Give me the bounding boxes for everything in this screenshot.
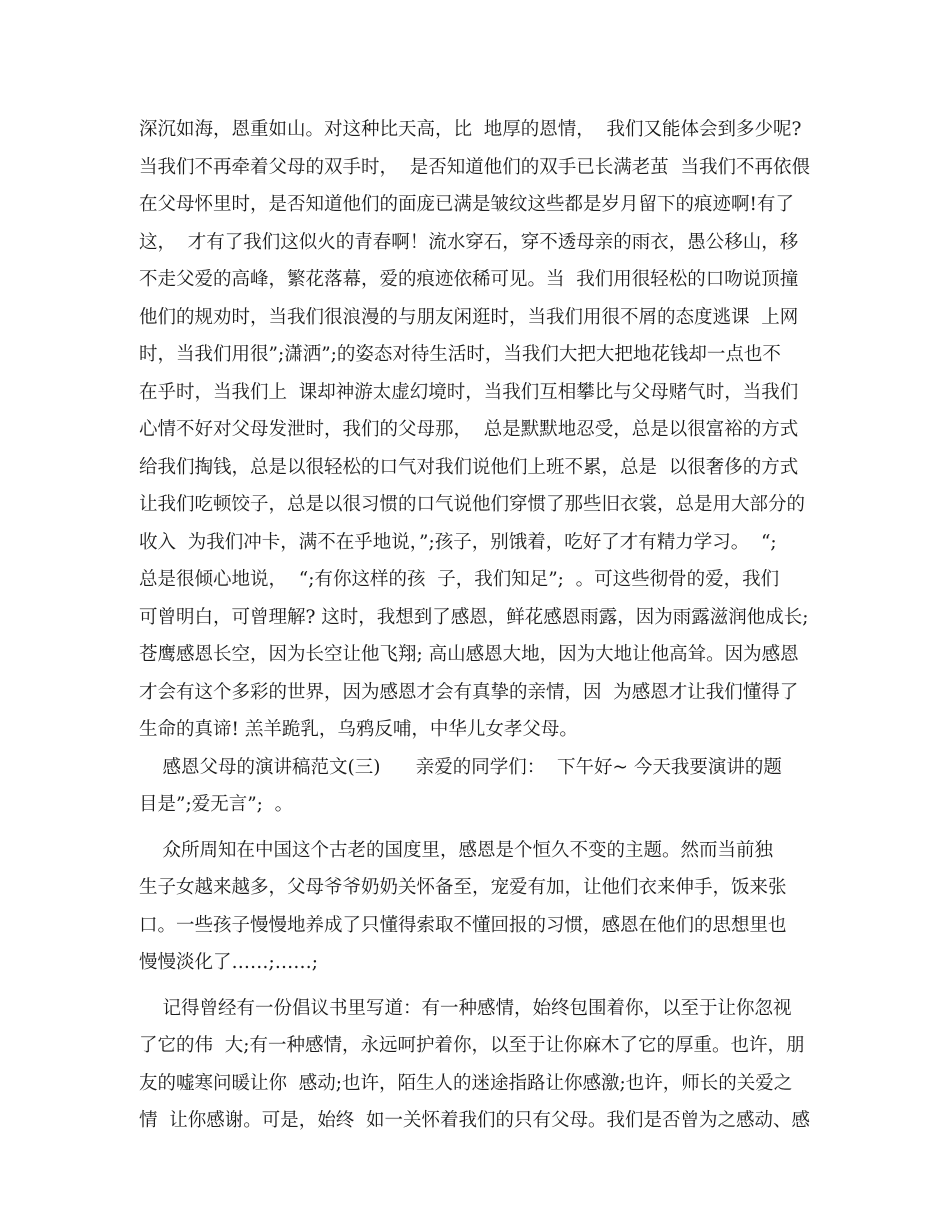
text-line: 才会有这个多彩的世界，因为感恩才会有真挚的亲情，因 为感恩才让我们懂得了 (139, 681, 799, 703)
paragraph-gap (139, 824, 819, 832)
text-line: 记得曾经有一份倡议书里写道：有一种感情，始终包围着你，以至于让你忽视 (139, 997, 792, 1019)
text-line: 目是”;爱无言”; 。 (139, 794, 294, 815)
text-line: 当我们不再牵着父母的双手时， 是否知道他们的双手已长满老茧 当我们不再依偎 (139, 156, 811, 178)
paragraph-1 (139, 111, 819, 749)
text-line: 心情不好对父母发泄时，我们的父母那， 总是默默地忍受，总是以很富裕的方式 (139, 419, 799, 440)
text-line: 可曾明白，可曾理解? 这时，我想到了感恩，鲜花感恩雨露，因为雨露滋润他成长; (139, 606, 809, 628)
text-line: 让我们吃顿饺子，总是以很习惯的口气说他们穿惯了那些旧衣裳，总是用大部分的 (139, 494, 806, 515)
text-line: 总是很倾心地说， “;有你这样的孩 子，我们知足”; 。可这些彻骨的爱，我们 (139, 569, 780, 590)
text-line: 友的嘘寒问暖让你 感动;也许，陌生人的迷途指路让你感激;也许，师长的关爱之 (139, 1072, 793, 1094)
text-line: 口。一些孩子慢慢地养成了只懂得索取不懂回报的习惯，感恩在他们的思想里也 (139, 914, 787, 936)
text-line: 苍鹰感恩长空，因为长空让他飞翔; 高山感恩大地，因为大地让他高耸。因为感恩 (139, 644, 799, 665)
paragraph-gap (139, 982, 819, 990)
text-line: 他们的规劝时，当我们很浪漫的与朋友闲逛时，当我们用很不屑的态度逃课 上网 (139, 306, 799, 328)
text-line: 慢慢淡化了……;……; (139, 952, 318, 973)
text-line: 感恩父母的演讲稿范文(三) 亲爱的同学们： 下午好~ 今天我要演讲的题 (139, 756, 782, 778)
text-line: 情 让你感谢。可是，始终 如一关怀着我们的只有父母。我们是否曾为之感动、感 (139, 1110, 811, 1131)
paragraph-4 (139, 990, 819, 1140)
text-line: 不走父爱的高峰，繁花落幕，爱的痕迹依稀可见。当 我们用很轻松的口吻说顶撞 (139, 269, 799, 290)
paragraph-2 (139, 749, 819, 824)
text-line: 了它的伟 大;有一种感情，永远呵护着你，以至于让你麻木了它的厚重。也许，朋 (139, 1035, 805, 1056)
text-line: 在乎时，当我们上 课却神游太虚幻境时，当我们互相攀比与父母赌气时，当我们 (139, 381, 799, 403)
text-line: 给我们掏钱，总是以很轻松的口气对我们说他们上班不累，总是 以很奢侈的方式 (139, 456, 799, 478)
text-line: 时，当我们用很”;潇洒”;的姿态对待生活时，当我们大把大把地花钱却一点也不 (139, 344, 781, 365)
body-text (139, 111, 819, 1140)
text-line: 生命的真谛! 羔羊跪乳，乌鸦反哺，中华儿女孝父母。 (139, 719, 578, 740)
paragraph-3 (139, 832, 819, 982)
text-line: 众所周知在中国这个古老的国度里，感恩是个恒久不变的主题。然而当前独 (139, 839, 774, 861)
text-line: 在父母怀里时，是否知道他们的面庞已满是皱纹这些都是岁月留下的痕迹啊!有了 (139, 194, 794, 215)
text-line: 生子女越来越多，父母爷爷奶奶关怀备至，宠爱有加，让他们衣来伸手，饭来张 (139, 877, 787, 898)
text-line: 深沉如海，恩重如山。对这种比天高，比 地厚的恩情， 我们又能体会到多少呢? (139, 119, 802, 140)
text-line: 这， 才有了我们这似火的青春啊！流水穿石，穿不透母亲的雨衣，愚公移山，移 (139, 231, 799, 253)
text-line: 收入 为我们冲卡，满不在乎地说，”;孩子，别饿着，吃好了才有精力学习。 “; (139, 531, 777, 553)
